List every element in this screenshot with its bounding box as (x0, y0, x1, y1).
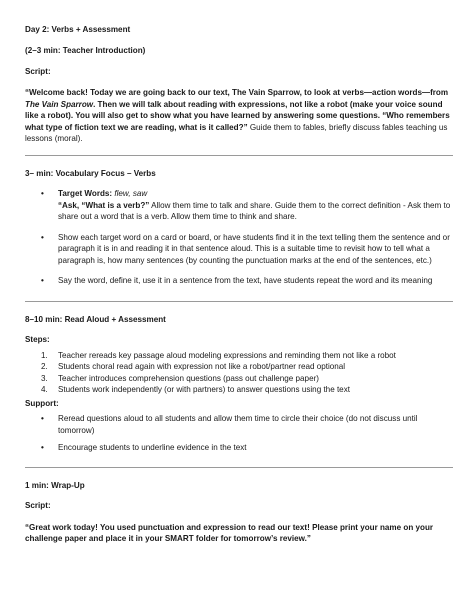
lesson-document (25, 24, 453, 545)
divider (25, 467, 453, 468)
step-number: 4. (41, 385, 48, 395)
intro-quote-title: The Vain Sparrow (25, 99, 94, 109)
intro-script (25, 87, 453, 144)
step-item (25, 384, 453, 395)
support-item: • Reread questions aloud to all students and allow them time to circle their choice (do not discuss until tomorrow) (25, 413, 453, 436)
step-text: Students work independently (or with partners) to answer questions using the text (58, 385, 350, 395)
day-title: Day 2: Verbs + Assessment (25, 25, 131, 34)
support-item: • Encourage students to underline evidence in the text (25, 442, 453, 453)
intro-guide: Guide them to fables, briefly discuss fables teaching us lessons (moral). (25, 122, 448, 144)
divider (25, 301, 453, 302)
support-label: Support: (25, 398, 59, 408)
step-item (25, 373, 453, 384)
target-words: flew, saw (112, 189, 148, 199)
ask-rest: Allow them time to talk and share. Guide them to the correct definition - Ask them to share out a word that is a verb. Allow them time to think and share. (58, 200, 451, 222)
vocab-list (25, 188, 453, 286)
vocab-bullet-show: • Show each target word on a card or board, or have students find it in the text telling them the sentence and or paragraph it is in and reading it in that sentence aloud. This is a suitable time to revisit how to tell what a paragraph is, how many sentences (by counting the punctuation marks at the end of the sentences, etc.) (25, 232, 453, 266)
step-text: Teacher rereads key passage aloud modeling expressions and reminding them not like a robot (58, 350, 396, 360)
support-list (25, 413, 453, 453)
step-number: 3. (41, 373, 48, 383)
wrapup-script: “Great work today! You used punctuation and expression to read our text! Please print your name on your challenge paper and place it in your SMART folder for tomorrow’s review.” (25, 522, 434, 544)
step-item (25, 350, 453, 361)
intro-script-label: Script: (25, 66, 51, 76)
vocab-heading: 3– min: Vocabulary Focus – Verbs (25, 168, 156, 178)
intro-quote-part2: . Then we will talk about reading with expressions, not like a robot (make your voice sound like a robot). You will also get to show what you have learned by answering some questions. “Who remembers what type of fiction text we are reading, what is it called?” (25, 99, 450, 132)
target-words-label: Target Words: (58, 189, 113, 199)
steps-list (25, 350, 453, 396)
vocab-bullet-say: • Say the word, define it, use it in a sentence from the text, have students repeat the word and its meaning (25, 275, 453, 286)
step-number: 2. (41, 362, 48, 372)
wrapup-script-label: Script: (25, 501, 51, 511)
step-text: Students choral read again with expression not like a robot/partner read optional (58, 362, 346, 372)
intro-heading: (2–3 min: Teacher Introduction) (25, 46, 146, 56)
step-number: 1. (41, 350, 48, 360)
readaloud-heading: 8–10 min: Read Aloud + Assessment (25, 314, 166, 324)
intro-quote-part1: “Welcome back! Today we are going back to our text, The Vain Sparrow, to look at verbs—action words—from (25, 88, 449, 98)
ask-label: “Ask, “What is a verb?” (58, 200, 150, 210)
wrapup-heading: 1 min: Wrap-Up (25, 480, 85, 490)
vocab-bullet-target (25, 188, 453, 222)
steps-label: Steps: (25, 335, 50, 345)
divider (25, 155, 453, 156)
step-item (25, 361, 453, 372)
step-text: Teacher introduces comprehension questions (pass out challenge paper) (58, 373, 319, 383)
